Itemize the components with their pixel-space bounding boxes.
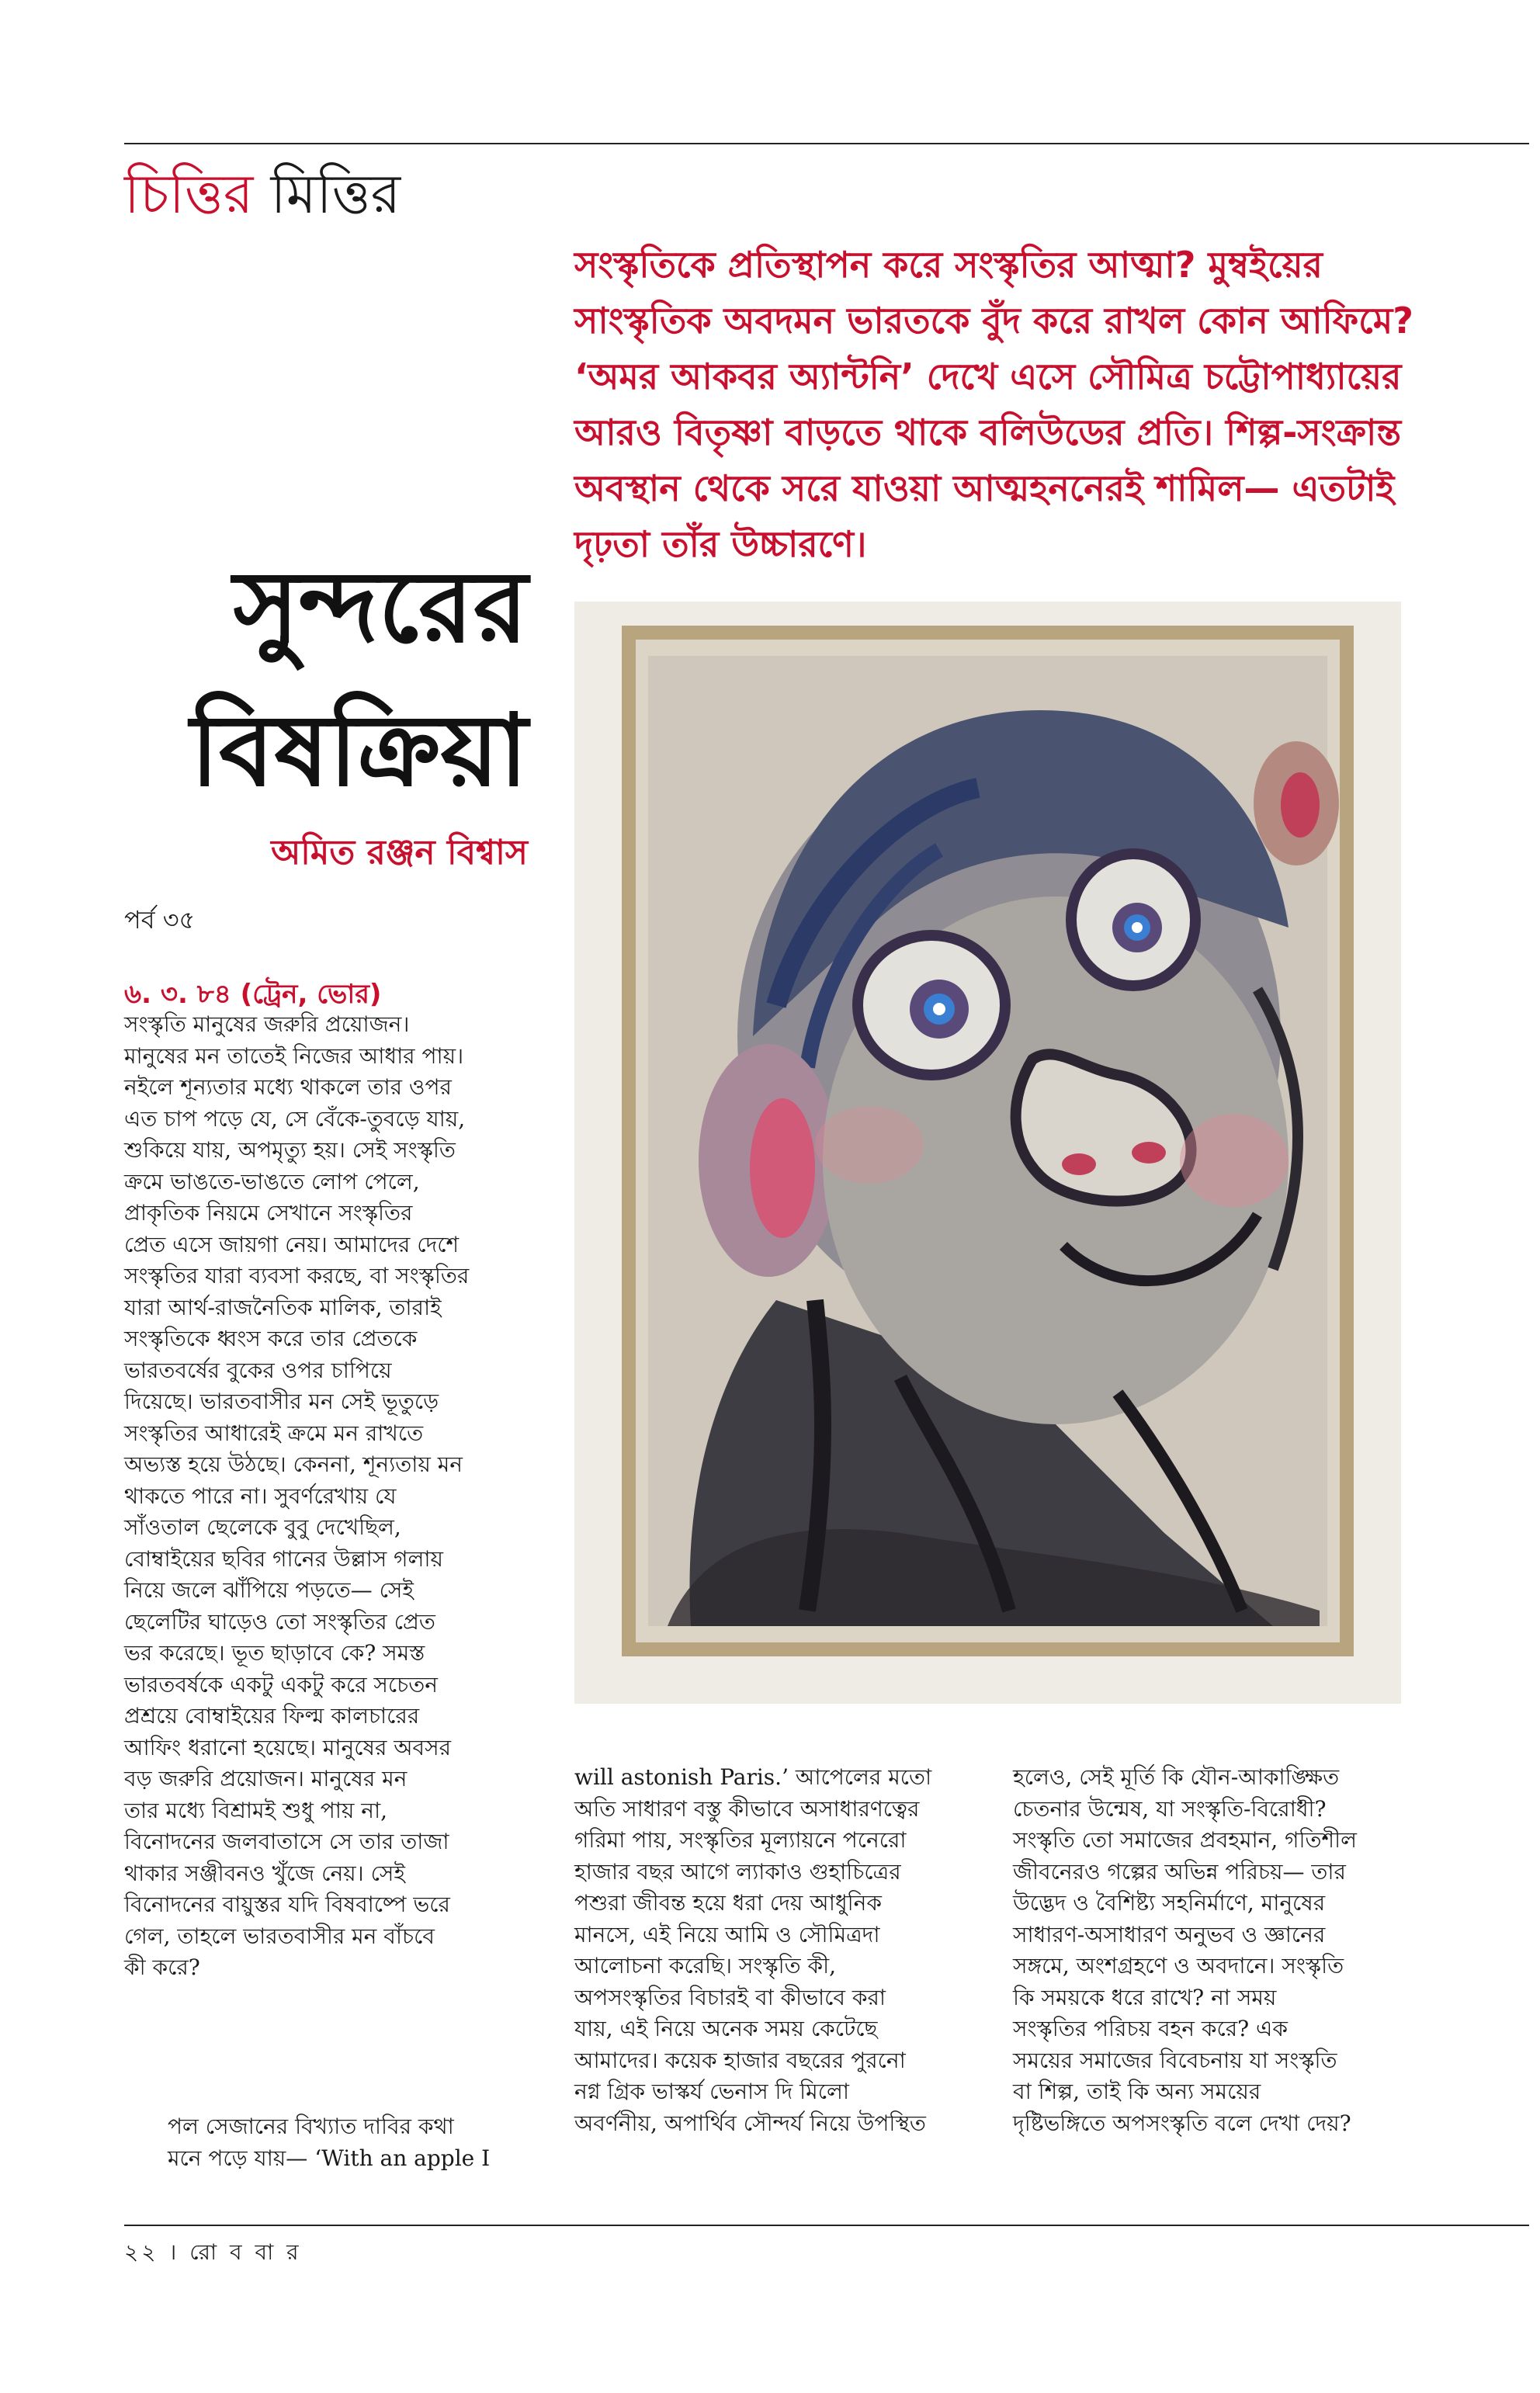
text-line: ভর করেছে। ভূত ছাড়াবে কে? সমস্ত [124,1640,425,1666]
text-line: আলোচনা করেছি। সংস্কৃতি কী, [574,1953,837,1979]
body-column-1-paragraph-2 [124,2111,559,2174]
standfirst: সংস্কৃতিকে প্রতিস্থাপন করে সংস্কৃতির আত্মা? মুম্বইয়ের সাংস্কৃতিক অবদমন ভারতকে বুঁদ করে রাখল কোন আফিমে? ‘অমর আকবর অ্যান্টনি’ দেখে এসে সৌমিত্র চট্টোপাধ্যায়ের আরও বিতৃষ্ণা বাড়তে থাকে বলিউডের প্রতি। শিল্প-সংক্রান্ত অবস্থান থেকে সরে যাওয়া আত্মহননেরই শামিল— এতটাই দৃঢ়তা তাঁর উচ্চারণে। [574,244,1413,565]
text-line: ছেলেটির ঘাড়েও তো সংস্কৃতির প্রেত [124,1608,435,1635]
text-line: প্রশ্রয়ে বোম্বাইয়ের ফিল্ম কালচারের [124,1703,420,1729]
byline: অমিত রঞ্জন বিশ্বাস [271,833,528,872]
article-title-line-1: সুন্দরের [233,549,528,665]
text-line: সাঁওতাল ছেলেকে বুবু দেখেছিল, [124,1514,401,1540]
text-line: প্রাকৃতিক নিয়মে সেখানে সংস্কৃতির [124,1200,413,1226]
text-line: মানসে, এই নিয়ে আমি ও সৌমিত্রদা [574,1921,880,1947]
text-line: মানুষের মন তাতেই নিজের আধার পায়। [124,1042,464,1069]
bottom-rule [124,2225,1529,2226]
text-line: সংস্কৃতিকে ধ্বংস করে তার প্রেতকে [124,1326,418,1351]
text-line: পশুরা জীবন্ত হয়ে ধরা দেয় আধুনিক [574,1890,882,1916]
text-line: এত চাপ পড়ে যে, সে বেঁকে-তুবড়ে যায়, [124,1105,466,1132]
text-line: চেতনার উন্মেষ, যা সংস্কৃতি-বিরোধী? [1013,1795,1327,1822]
text-line: অবর্ণনীয়, অপার্থিব সৌন্দর্য নিয়ে উপস্থিত [574,2110,926,2136]
text-line: আফিং ধরানো হয়েছে। মানুষের অবসর [124,1734,451,1760]
text-line: জীবনেরও গল্পের অভিন্ন পরিচয়— তার [1013,1858,1346,1885]
text-line: নইলে শূন্যতার মধ্যে থাকলে তার ওপর [124,1074,452,1100]
text-line: সঙ্গমে, অংশগ্রহণে ও অবদানে। সংস্কৃতি [1013,1953,1344,1979]
body-column-3 [1013,1762,1448,2139]
text-line: হাজার বছর আগে ল্যাকাও গুহাচিত্রের [574,1858,901,1885]
text-line: বোম্বাইয়ের ছবির গানের উল্লাস গলায় [124,1545,443,1572]
text-line: যারা আর্থ-রাজনৈতিক মালিক, তারাই [124,1294,442,1320]
text-line: সংস্কৃতি মানুষের জরুরি প্রয়োজন। [124,1011,410,1037]
text-line: নিয়ে জলে ঝাঁপিয়ে পড়তে— সেই [124,1577,414,1603]
top-rule [124,143,1529,144]
text-line: সময়ের সমাজের বিবেচনায় যা সংস্কৃতি [1013,2047,1337,2073]
text-line: আমাদের। কয়েক হাজার বছরের পুরনো [574,2047,906,2073]
text-line: বিনোদনের জলবাতাসে সে তার তাজা [124,1829,449,1854]
dateline: ৬. ৩. ৮৪ (ট্রেন, ভোর) [124,979,382,1010]
body-column-1 [124,1009,559,1984]
text-line: ভারতবর্ষের বুকের ওপর চাপিয়ে [124,1357,392,1383]
text-line: হলেও, সেই মূর্তি কি যৌন-আকাঙ্ক্ষিত [1013,1764,1340,1790]
text-line: সাধারণ-অসাধারণ অনুভব ও জ্ঞানের [1013,1921,1326,1947]
episode-number: পর্ব ৩৫ [124,905,196,935]
section-heading [124,155,401,233]
text-line: গেল, তাহলে ভারতবাসীর মন বাঁচবে [124,1923,435,1949]
body-column-2 [574,1762,1009,2139]
text-line: অপসংস্কৃতির বিচারই বা কীভাবে করা [574,1984,886,2010]
text-line: তার মধ্যে বিশ্রামই শুধু পায় না, [124,1797,387,1823]
text-line: বা শিল্প, তাই কি অন্য সময়ের [1013,2079,1261,2104]
text-line: বড় জরুরি প্রয়োজন। মানুষের মন [124,1766,408,1791]
artwork-monkey-painting [574,602,1401,1704]
text-line: যায়, এই নিয়ে অনেক সময় কেটেছে [574,2016,878,2041]
text-line: দৃষ্টিভঙ্গিতে অপসংস্কৃতি বলে দেখা দেয়? [1013,2110,1351,2136]
text-line: সংস্কৃতির আধারেই ক্রমে মন রাখতে [124,1420,424,1446]
text-line: সংস্কৃতির পরিচয় বহন করে? এক [1013,2016,1288,2041]
text-line: অতি সাধারণ বস্তু কীভাবে অসাধারণত্বের [574,1795,920,1822]
article-title [124,536,528,823]
text-line: সংস্কৃতি তো সমাজের প্রবহমান, গতিশীল [1013,1827,1357,1853]
text-line: গরিমা পায়, সংস্কৃতির মূল্যায়নে পনেরো [574,1827,907,1853]
text-line: নগ্ন গ্রিক ভাস্কর্য ভেনাস দি মিলো [574,2079,849,2104]
text-line: ক্রমে ভাঙতে-ভাঙতে লোপ পেলে, [124,1168,420,1195]
text-line: অভ্যস্ত হয়ে উঠছে। কেননা, শূন্যতায় মন [124,1451,463,1477]
text-line: উদ্ভেদ ও বৈশিষ্ট্য সহনির্মাণে, মানুষের [1013,1890,1326,1916]
section-heading-black: মিত্তির [270,162,401,226]
text-line: প্রেত এসে জায়গা নেয়। আমাদের দেশে [124,1231,460,1257]
text-line: বিনোদনের বায়ুস্তর যদি বিষবাষ্পে ভরে [124,1892,450,1917]
text-line: মনে পড়ে যায়— ‘With an apple I [168,2145,491,2171]
text-line: পল সেজানের বিখ্যাত দাবির কথা [168,2114,454,2139]
page-folio: ২২ । রো ব বা র [124,2239,302,2265]
text-line: শুকিয়ে যায়, অপমৃত্যু হয়। সেই সংস্কৃতি [124,1137,456,1163]
text-line: ভারতবর্ষকে একটু একটু করে সচেতন [124,1671,438,1698]
text-line: সংস্কৃতির যারা ব্যবসা করছে, বা সংস্কৃতির [124,1263,470,1288]
section-heading-red: চিত্তির [124,162,254,226]
text-line: থাকার সঞ্জীবনও খুঁজে নেয়। সেই [124,1860,405,1886]
text-line: থাকতে পারে না। সুবর্ণরেখায় যে [124,1483,397,1509]
text-line: দিয়েছে। ভারতবাসীর মন সেই ভূতুড়ে [124,1389,439,1414]
text-line: কি সময়কে ধরে রাখে? না সময় [1013,1984,1277,2010]
text-line: কী করে? [124,1954,200,1980]
text-line: will astonish Paris.’ আপেলের মতো [574,1764,932,1790]
article-title-line-2: বিষক্রিয়া [190,692,528,809]
monkey-painting-illustration [574,602,1401,1704]
